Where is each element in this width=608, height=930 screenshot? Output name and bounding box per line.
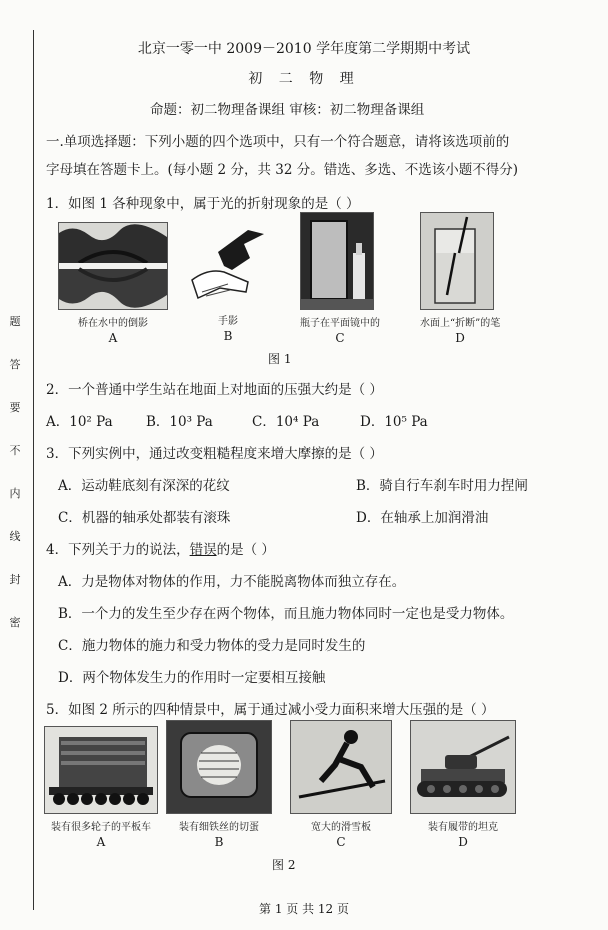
question-3-option-a: A．运动鞋底刻有深深的花纹 bbox=[58, 478, 230, 494]
exam-subject: 初 二 物 理 bbox=[248, 71, 360, 87]
question-4-option-d: D．两个物体发生力的作用时一定要相互接触 bbox=[58, 670, 326, 686]
question-2-stem: 2．一个普通中学生站在地面上对地面的压强大约是（ ） bbox=[46, 382, 383, 398]
figure-1b: 手影 B bbox=[188, 222, 268, 343]
flatbed-truck-image bbox=[44, 726, 158, 814]
figure-1c: 瓶子在平面镜中的 C bbox=[300, 212, 380, 345]
question-4-option-b: B．一个力的发生至少存在两个物体，而且施力物体同时一定也是受力物体。 bbox=[58, 606, 514, 622]
figure-1d: 水面上“折断”的笔 D bbox=[420, 212, 500, 345]
exam-title: 北京一零一中 2009－2010 学年度第二学期期中考试 bbox=[137, 41, 471, 57]
emphasis-word: 错误 bbox=[189, 542, 217, 558]
figure-2a: 装有很多轮子的平板车 A bbox=[44, 726, 158, 849]
egg-cutter-image bbox=[166, 720, 272, 814]
page-number: 第 1 页 共 12 页 bbox=[259, 902, 349, 916]
question-3-option-b: B．骑自行车刹车时用力捏闸 bbox=[356, 478, 528, 494]
figure-2c: 宽大的滑雪板 C bbox=[290, 720, 392, 849]
figure-2-label: 图 2 bbox=[272, 858, 296, 872]
binding-line bbox=[33, 30, 34, 910]
skier-image bbox=[290, 720, 392, 814]
question-2-option-a: A．10² Pa bbox=[46, 414, 113, 430]
question-1-stem: 1．如图 1 各种现象中，属于光的折射现象的是（ ） bbox=[46, 196, 360, 212]
question-3-option-c: C．机器的轴承处都装有滚珠 bbox=[58, 510, 231, 526]
question-4-option-a: A．力是物体对物体的作用，力不能脱离物体而独立存在。 bbox=[58, 574, 406, 590]
section-instructions-line2: 字母填在答题卡上。(每小题 2 分，共 32 分。错选、多选、不选该小题不得分) bbox=[46, 162, 518, 178]
figure-1-label: 图 1 bbox=[268, 352, 292, 366]
hand-shadow-image bbox=[188, 222, 268, 308]
figure-2b: 装有细铁丝的切蛋 B bbox=[166, 720, 272, 849]
question-3-stem: 3．下列实例中，通过改变粗糙程度来增大摩擦的是（ ） bbox=[46, 446, 383, 462]
question-5-stem: 5．如图 2 所示的四种情景中，属于通过减小受力面积来增大压强的是（ ） bbox=[46, 702, 495, 718]
figure-1a: 桥在水中的倒影 A bbox=[58, 222, 168, 345]
bottle-mirror-image bbox=[300, 212, 374, 310]
binding-margin-text: 题 答 要 不 内 线 封 密 bbox=[9, 315, 21, 629]
exam-authors: 命题：初二物理备课组 审核：初二物理备课组 bbox=[150, 102, 425, 118]
bent-pen-image bbox=[420, 212, 494, 310]
bridge-reflection-image bbox=[58, 222, 168, 310]
question-2-option-c: C．10⁴ Pa bbox=[252, 414, 320, 430]
question-4-stem: 4．下列关于力的说法，错误的是（ ） bbox=[46, 542, 275, 558]
question-4-option-c: C．施力物体的施力和受力物体的受力是同时发生的 bbox=[58, 638, 366, 654]
figure-2d: 装有履带的坦克 D bbox=[410, 720, 516, 849]
section-instructions-line1: 一.单项选择题：下列小题的四个选项中，只有一个符合题意，请将该选项前的 bbox=[46, 134, 510, 150]
question-2-option-d: D．10⁵ Pa bbox=[360, 414, 428, 430]
tank-image bbox=[410, 720, 516, 814]
question-2-option-b: B．10³ Pa bbox=[146, 414, 213, 430]
question-3-option-d: D．在轴承上加润滑油 bbox=[356, 510, 489, 526]
